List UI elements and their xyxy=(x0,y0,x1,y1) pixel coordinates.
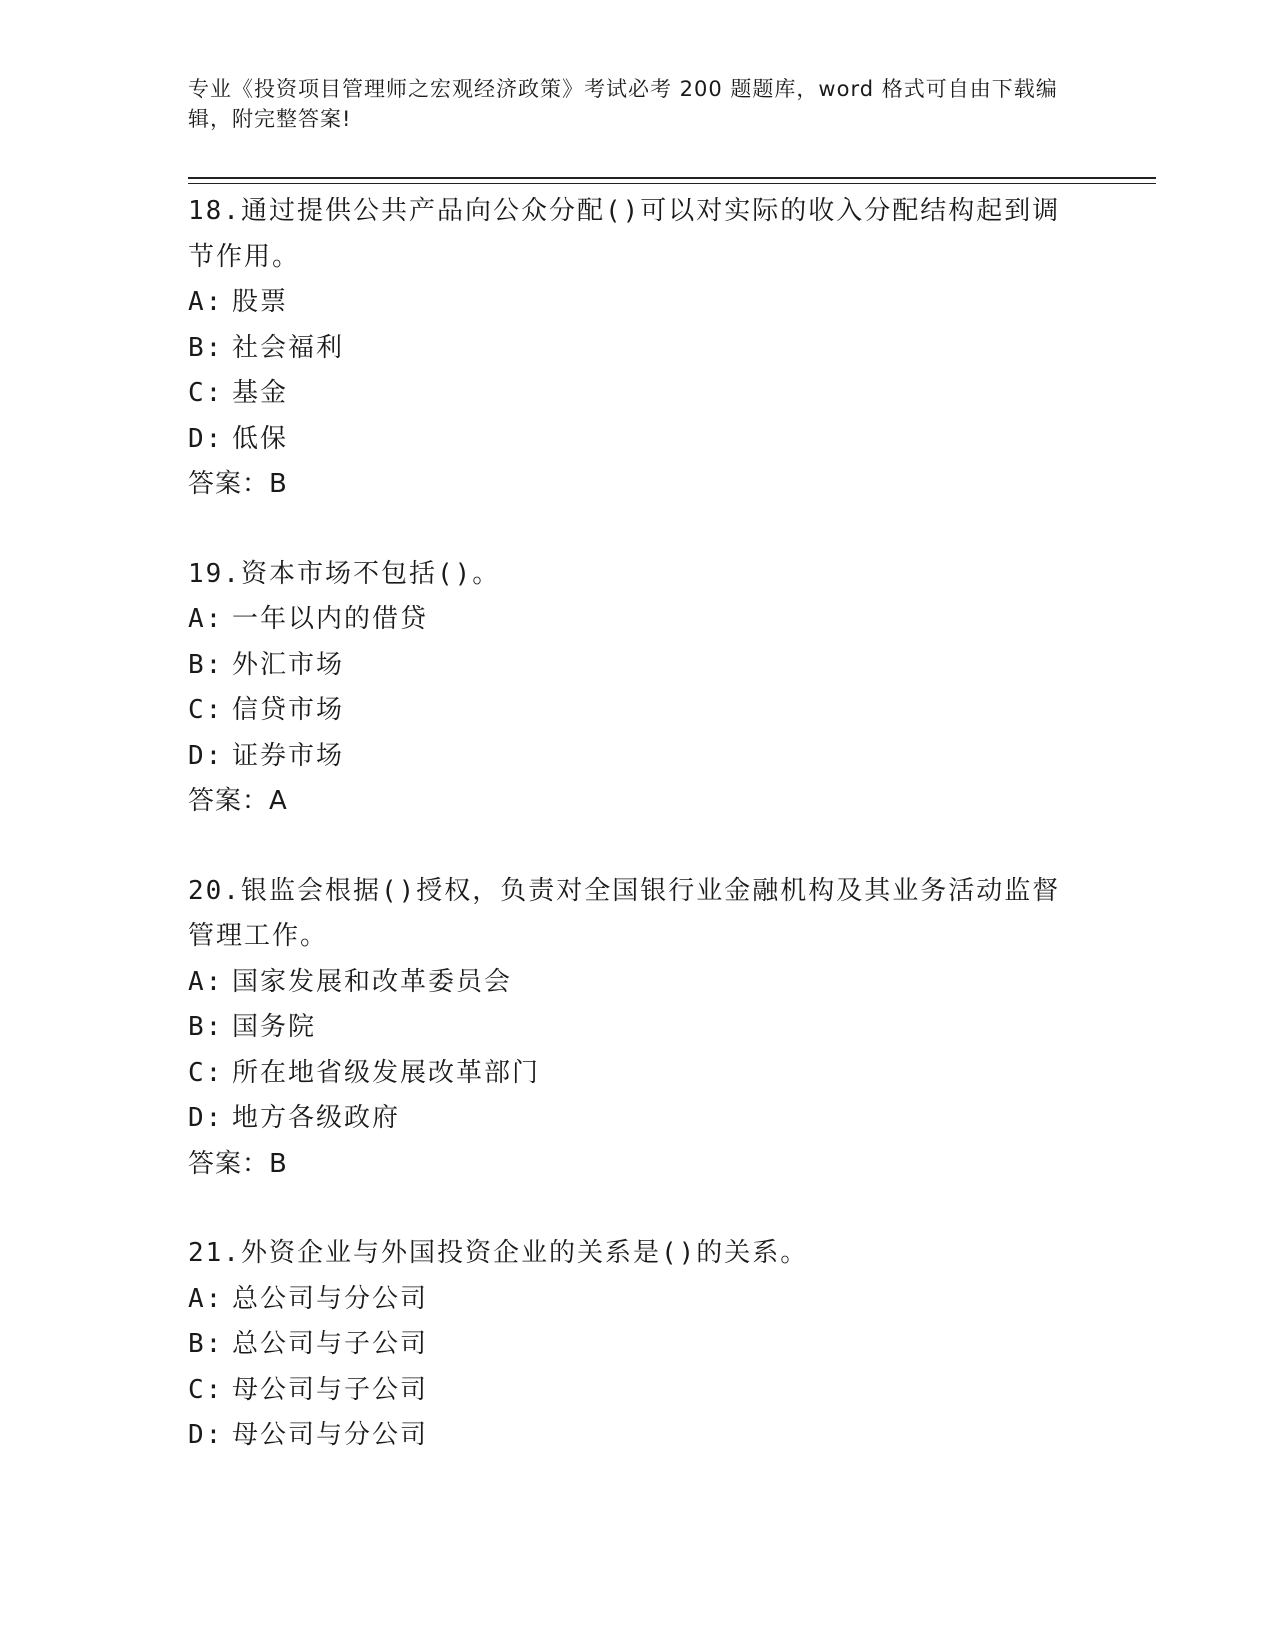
question-20 xyxy=(188,869,1088,1188)
question-list xyxy=(188,189,1088,1503)
option-text: 总公司与分公司 xyxy=(232,1283,429,1314)
question-18 xyxy=(188,189,1088,508)
option-d xyxy=(188,1413,1088,1459)
option-c xyxy=(188,1368,1088,1414)
option-text: 信贷市场 xyxy=(232,695,345,725)
option-text: 社会福利 xyxy=(232,332,345,363)
header-divider-thin xyxy=(188,183,1156,184)
option-letter: C: xyxy=(188,1374,224,1405)
option-text: 母公司与分公司 xyxy=(232,1420,429,1450)
option-c xyxy=(188,1051,1088,1097)
option-text: 地方各级政府 xyxy=(232,1103,401,1133)
option-text: 一年以内的借贷 xyxy=(232,604,429,634)
option-letter: A: xyxy=(188,966,224,997)
option-letter: A: xyxy=(188,1283,224,1314)
option-b xyxy=(188,1322,1088,1368)
option-letter: D: xyxy=(188,1420,224,1450)
option-text: 所在地省级发展改革部门 xyxy=(232,1057,541,1088)
option-text: 证券市场 xyxy=(232,740,345,771)
option-d xyxy=(188,734,1088,780)
option-a xyxy=(188,597,1088,643)
option-a xyxy=(188,1277,1088,1323)
intro-text: 专业《投资项目管理师之宏观经济政策》考试必考 200 题题库，word 格式可自由下载编辑，附完整答案! xyxy=(188,77,1058,131)
question-21 xyxy=(188,1231,1088,1459)
option-c xyxy=(188,688,1088,734)
answer-line: 答案：A xyxy=(188,786,288,816)
option-letter: A: xyxy=(188,604,224,634)
question-stem: 21.外资企业与外国投资企业的关系是()的关系。 xyxy=(188,1238,809,1268)
question-19 xyxy=(188,552,1088,825)
option-text: 外汇市场 xyxy=(232,649,345,680)
option-letter: C: xyxy=(188,378,224,408)
option-b xyxy=(188,1005,1088,1051)
option-b xyxy=(188,326,1088,372)
header-divider-thick xyxy=(188,177,1156,179)
option-letter: D: xyxy=(188,423,224,454)
option-letter: A: xyxy=(188,287,224,317)
option-c xyxy=(188,371,1088,417)
option-text: 国务院 xyxy=(232,1012,317,1042)
option-letter: C: xyxy=(188,1057,224,1088)
option-letter: D: xyxy=(188,740,224,771)
answer-line: 答案：B xyxy=(188,1148,288,1179)
question-stem: 18.通过提供公共产品向公众分配()可以对实际的收入分配结构起到调节作用。 xyxy=(188,196,1061,272)
question-stem: 19.资本市场不包括()。 xyxy=(188,558,501,589)
option-b xyxy=(188,643,1088,689)
answer-line: 答案：B xyxy=(188,469,288,499)
option-d xyxy=(188,417,1088,463)
option-letter: B: xyxy=(188,1012,224,1042)
option-letter: B: xyxy=(188,332,224,363)
option-letter: C: xyxy=(188,695,224,725)
option-a xyxy=(188,280,1088,326)
option-letter: B: xyxy=(188,649,224,680)
option-text: 基金 xyxy=(232,378,289,408)
option-text: 国家发展和改革委员会 xyxy=(232,966,513,997)
question-stem: 20.银监会根据()授权，负责对全国银行业金融机构及其业务活动监督管理工作。 xyxy=(188,875,1061,951)
option-letter: D: xyxy=(188,1103,224,1133)
option-d xyxy=(188,1096,1088,1142)
option-letter: B: xyxy=(188,1329,224,1359)
option-text: 股票 xyxy=(232,287,289,317)
option-text: 母公司与子公司 xyxy=(232,1374,429,1405)
option-text: 低保 xyxy=(232,423,289,454)
option-a xyxy=(188,960,1088,1006)
option-text: 总公司与子公司 xyxy=(232,1329,429,1359)
